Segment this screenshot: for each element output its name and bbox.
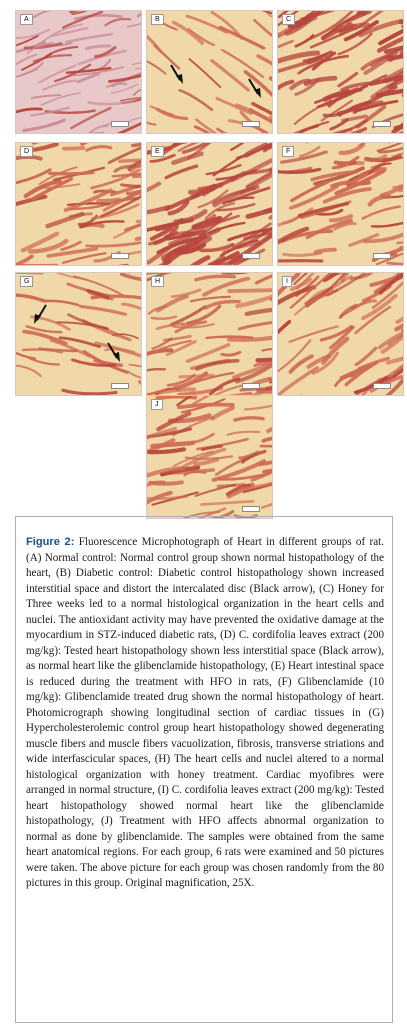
panel-label: D (20, 146, 33, 157)
caption-text: Fluorescence Microphotograph of Heart in different groups of rat. (A) Normal control: Normal control group shown normal histopathology of the heart, (B) Diabetic control: Diabetic control histopathology shown increased interstitial space and distort the intercalated disc (Black arrow), (C) Honey for Three weeks led to a normal histological organization in the heart cells and nuclei. The antioxidant activity may have prevented the oxidative damage at the myocardium in STZ-induced diabetic rats, (D) C. cordifolia leaves extract (200 mg/kg): Tested heart histopathology shown less interstitial space (Black arrow), as normal heart like the glibenclamide histopathology, (E) Heart intestinal space is reduced during the treatment with HFO in rats, (F) Glibenclamide (10 mg/kg): Glibenclamide treated drug shown the normal histopathology of heart. Photomicrograph showing longitudinal section of cardiac tissues in (G) Hypercholesterolemic control group heart histopathology showed degenerating muscle fibers and muscle fibers vacuolization, fibrosis, transverse striations and wide interfascicular spaces, (H) The heart cells and nuclei altered to a normal histological organization with honey treatment. Cardiac myofibres were arranged in normal structure, (I) C. cordifolia leaves extract (200 mg/kg): Tested heart histopathology showed normal heart like the glibenclamide histopathology, (J) Treatment with HFO affects abnormal organization to normal as done by glibenclamide. The samples were obtained from the same heart anatomical regions. For each group, 6 rats were examined and 50 pictures were taken. The above picture for each group was chosen randomly from the 80 pictures in this group. Original magnification, 25X. (26, 536, 384, 890)
micrograph-image (16, 143, 142, 266)
scale-bar (242, 253, 260, 259)
micrograph-image (147, 273, 273, 396)
scale-bar (242, 506, 260, 512)
panel-f (277, 142, 404, 266)
scale-bar (373, 383, 391, 389)
figure-panels (0, 0, 407, 512)
figure-label: Figure 2: (26, 536, 75, 549)
panel-label: G (20, 276, 33, 287)
panel-label: J (151, 399, 163, 410)
panel-label: B (151, 14, 164, 25)
scale-bar (373, 121, 391, 127)
panel-label: I (282, 276, 292, 287)
scale-bar (111, 253, 129, 259)
panel-label: F (282, 146, 294, 157)
panel-j (146, 395, 273, 519)
micrograph-image (16, 11, 142, 134)
panel-c (277, 10, 404, 134)
panel-b (146, 10, 273, 134)
scale-bar (111, 383, 129, 389)
panel-i (277, 272, 404, 396)
scale-bar (242, 383, 260, 389)
micrograph-image (147, 11, 273, 134)
panel-label: H (151, 276, 164, 287)
black-arrow-icon (106, 341, 120, 363)
micrograph-image (278, 273, 404, 396)
black-arrow-icon (247, 77, 261, 99)
panel-h (146, 272, 273, 396)
panel-label: E (151, 146, 164, 157)
panel-g (15, 272, 142, 396)
panel-a (15, 10, 142, 134)
panel-e (146, 142, 273, 266)
micrograph-image (147, 396, 273, 519)
scale-bar (242, 121, 260, 127)
micrograph-image (278, 11, 404, 134)
scale-bar (373, 253, 391, 259)
micrograph-image (147, 143, 273, 266)
figure-caption (26, 535, 384, 892)
panel-label: C (282, 14, 295, 25)
micrograph-image (278, 143, 404, 266)
figure-caption-box (15, 516, 393, 1023)
black-arrow-icon (32, 303, 48, 325)
panel-d (15, 142, 142, 266)
scale-bar (111, 121, 129, 127)
panel-label: A (20, 14, 33, 25)
micrograph-image (16, 273, 142, 396)
black-arrow-icon (169, 63, 183, 85)
